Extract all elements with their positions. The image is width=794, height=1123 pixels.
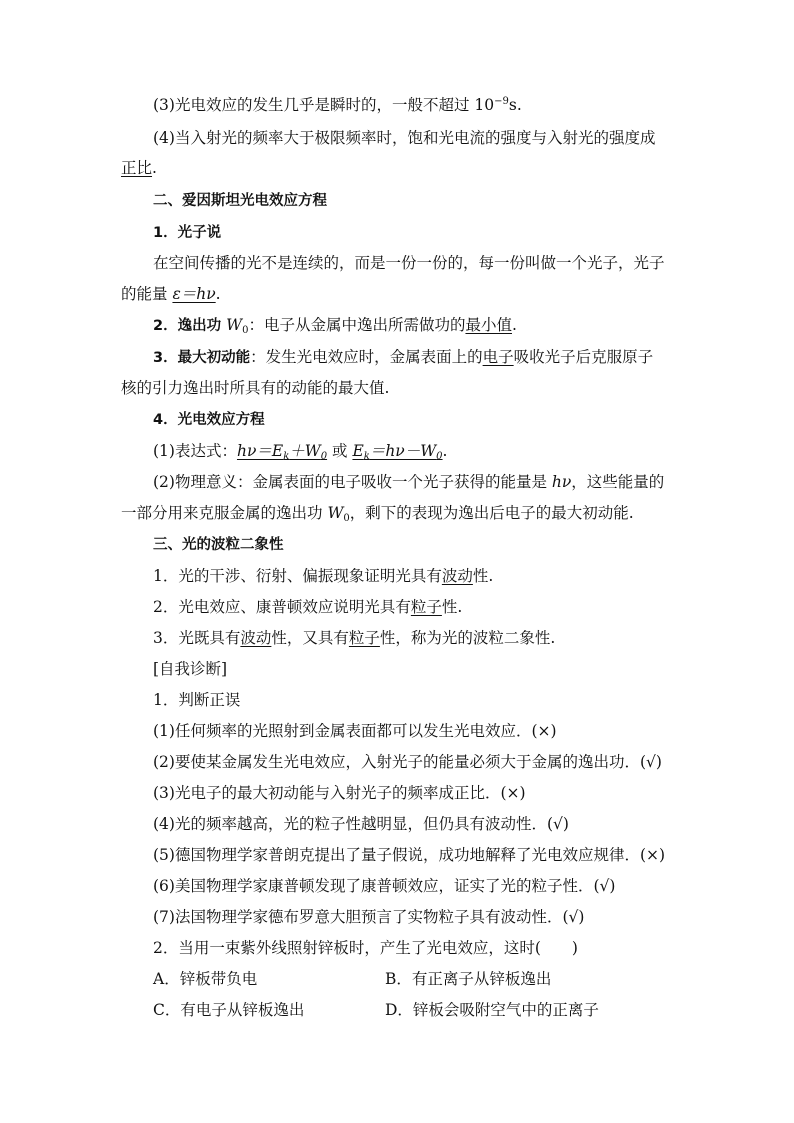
option-b: B．有正离子从锌板逸出	[385, 970, 552, 988]
punct: .	[215, 285, 221, 303]
sub: 0	[242, 325, 249, 336]
sub: 0	[343, 513, 350, 524]
paragraph-4-line-1: (4)当入射光的频率大于极限频率时，饱和光电流的强度与入射光的强度成	[153, 129, 656, 147]
option-c: C．有电子从锌板逸出	[153, 1001, 305, 1019]
title: 2．逸出功	[153, 318, 227, 334]
text: (1)表达式：	[153, 442, 237, 460]
punct: .	[152, 159, 157, 177]
sub: 0	[320, 451, 328, 462]
eq-part: E	[352, 442, 364, 460]
text: ：发生光电效应时，金属表面上的	[250, 348, 483, 366]
var: W	[226, 316, 243, 334]
item-work-function	[153, 315, 517, 336]
eq-part: ＋W	[289, 442, 321, 460]
sub: k	[363, 451, 370, 462]
answer-underlined: 粒子	[348, 629, 380, 647]
judgment-item: (4)光的频率越高，光的粒子性越明显，但仍具有波动性．(√)	[153, 815, 569, 833]
meaning-line-2	[121, 503, 634, 523]
text: 3．光既具有	[153, 629, 241, 647]
text: ：电子从金属中逸出所需做功的	[248, 316, 466, 334]
title: 3．最大初动能	[153, 350, 251, 366]
answer-underlined: 正比	[121, 159, 153, 177]
text: ，这些能量的	[571, 473, 665, 491]
punct: .	[511, 316, 517, 334]
question-1-title: 1．判断正误	[153, 691, 241, 709]
text: (2)物理意义：金属表面的电子吸收一个光子获得的能量是	[153, 473, 552, 491]
paragraph-4-line-2	[121, 158, 157, 178]
answer-underlined: 粒子	[410, 598, 442, 616]
duality-line-3	[153, 628, 555, 648]
sub: k	[283, 451, 290, 462]
judgment-item: (7)法国物理学家德布罗意大胆预言了实物粒子具有波动性．(√)	[153, 908, 585, 926]
max-kinetic-line-2: 核的引力逸出时所具有的动能的最大值.	[121, 379, 390, 397]
photon-line-1: 在空间传播的光不是连续的，而是一份一份的，每一份叫做一个光子，光子	[153, 254, 665, 272]
meaning-line-1	[153, 472, 664, 492]
answer-underlined: 波动	[441, 567, 473, 585]
judgment-item: (5)德国物理学家普朗克提出了量子假说，成功地解释了光电效应规律．(×)	[153, 846, 666, 864]
exponent: −9	[494, 96, 509, 107]
eq-part: ＝hν－W	[369, 442, 437, 460]
text: (3)光电效应的发生几乎是瞬时的，一般不超过 10	[153, 96, 495, 114]
text: ，剩下的表现为逸出后电子的最大初动能.	[349, 504, 634, 522]
section-heading-duality: 三、光的波粒二象性	[153, 537, 284, 553]
answer-underlined: 最小值	[465, 316, 512, 334]
equation-expression	[153, 441, 447, 461]
equation-2	[352, 442, 442, 460]
duality-line-2	[153, 597, 462, 617]
judgment-item: (2)要使某金属发生光电效应，入射光子的能量必须大于金属的逸出功．(√)	[153, 753, 662, 771]
text: 吸收光子后克服原子	[513, 348, 654, 366]
var: hν	[551, 473, 572, 491]
judgment-item: (6)美国物理学家康普顿发现了康普顿效应，证实了光的粒子性．(√)	[153, 877, 616, 895]
section-heading-einstein: 二、爱因斯坦光电效应方程	[153, 193, 327, 209]
item-photon-title: 1．光子说	[153, 225, 222, 241]
text: 性，又具有	[271, 629, 349, 647]
text: 性.	[472, 567, 494, 585]
text: 一部分用来克服金属的逸出功	[121, 504, 328, 522]
text: 或	[327, 442, 353, 460]
text: 的能量	[121, 285, 173, 303]
judgment-item: (1)任何频率的光照射到金属表面都可以发生光电效应．(×)	[153, 722, 557, 740]
duality-line-1	[153, 566, 493, 586]
option-d: D．锌板会吸附空气中的正离子	[385, 1001, 599, 1019]
text: 1．光的干涉、衍射、偏振现象证明光具有	[153, 567, 442, 585]
sub: 0	[436, 451, 443, 462]
answer-underlined: 电子	[482, 348, 514, 366]
self-diagnosis-heading: [自我诊断]	[153, 660, 228, 678]
question-2-stem: 2．当用一束紫外线照射锌板时，产生了光电效应，这时( )	[153, 939, 578, 957]
photon-line-2	[121, 284, 221, 304]
punct: .	[442, 442, 448, 460]
text: 性，称为光的波粒二象性.	[379, 629, 556, 647]
item-max-kinetic-energy	[153, 347, 653, 368]
var: W	[327, 504, 344, 522]
option-a: A．锌板带负电	[153, 970, 258, 988]
item-equation-title: 4．光电效应方程	[153, 412, 265, 428]
judgment-item: (3)光电子的最大初动能与入射光子的频率成正比．(×)	[153, 784, 526, 802]
unit: s.	[508, 96, 522, 114]
equation-1	[237, 442, 327, 460]
photon-energy-formula: ε＝hν	[172, 285, 216, 303]
answer-underlined: 波动	[240, 629, 272, 647]
paragraph-3	[153, 95, 522, 115]
text: 性.	[441, 598, 463, 616]
eq-part: hν＝E	[236, 442, 284, 460]
text: 2．光电效应、康普顿效应说明光具有	[153, 598, 411, 616]
